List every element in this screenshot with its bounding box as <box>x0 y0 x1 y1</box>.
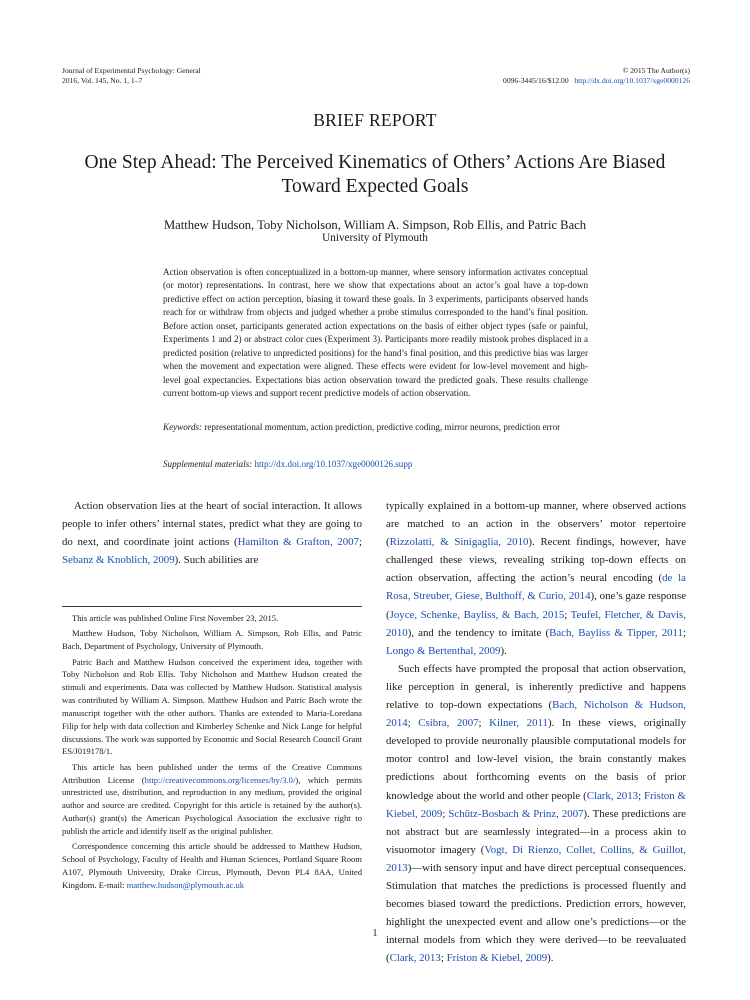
title-line-1: One Step Ahead: The Perceived Kinematics of Others’ Actions Are Biased <box>84 152 666 173</box>
section-label: BRIEF REPORT <box>313 110 437 130</box>
citation-link[interactable]: Friston & Kiebel, 2009 <box>386 789 686 820</box>
citation-link[interactable]: Sebanz & Knoblich, 2009 <box>62 554 175 567</box>
body-text: ; <box>407 717 419 730</box>
body-column-left <box>62 497 362 569</box>
affiliation: University of Plymouth <box>322 232 428 244</box>
body-text: typically explained in a bottom-up manner, where observed actions are matched to an action in the observers’ motor repertoire ( <box>386 500 686 549</box>
body-text: ), and the tendency to imitate ( <box>407 626 550 639</box>
abstract: Action observation is often conceptualized in a bottom-up manner, where sensory information activates conceptual (or motor) representations. In contrast, here we show that expectations about an actor’s goal have a top-down predictive effect on action perception, biasing it toward these goals. In 3 experiments, participants observed hands reach for or withdraw from objects and judged whether a probe stimulus corresponded to the hand’s final position. Before action onset, participants generated action expectations on the basis of either object types (safe or painful, Experiments 1 and 2) or abstract color cues (Experiment 3). Participants more readily mistook probes displaced in a predicted position (relative to unpredicted positions) for the hand’s final position, and this predictive bias was larger when the movement and expectation were aligned. These effects were evident for low-level movement and high-level goal expectancies. Expectations bias action observation toward the predicted goals. These results challenge current bottom-up views and support recent predictive models of action observation. <box>163 267 588 399</box>
footnote-text: Correspondence concerning this article should be addressed to Matthew Hudson, School of Psychology, Faculty of Health and Human Sciences, Portland Square Room A107, Plymouth University, Drake Circus, Plymouth, Devon PL4 8AA, United Kingdom. E-mail: <box>62 841 362 890</box>
email-link[interactable]: matthew.hudson@plymouth.ac.uk <box>126 879 245 890</box>
body-text: ). <box>500 644 507 657</box>
copyright-header <box>503 66 690 85</box>
doi-link[interactable]: http://dx.doi.org/10.1037/xge0000126 <box>574 75 690 85</box>
footnote-affiliation: Matthew Hudson, Toby Nicholson, William A. Simpson, Rob Ellis, and Patric Bach, Department of Psychology, University of Plymouth. <box>62 628 362 652</box>
citation-link[interactable]: de la Rosa, Streuber, Giese, Bulthoff, & Curio, 2014 <box>386 572 686 603</box>
footnote-correspondence <box>62 840 362 891</box>
copyright: © 2015 The Author(s) <box>622 66 690 75</box>
footnote-divider <box>62 606 362 607</box>
body-text: ; <box>478 717 490 730</box>
citation-link[interactable]: Clark, 2013 <box>389 952 441 965</box>
citation-link[interactable]: Bach, Bayliss & Tipper, 2011 <box>549 626 683 639</box>
body-column-right <box>386 497 686 967</box>
journal-header <box>62 66 201 85</box>
footnote-text: This article has been published under the terms of the Creative Commons Attribution License ( <box>62 761 362 785</box>
body-paragraph <box>62 497 362 569</box>
body-text: Action observation lies at the heart of social interaction. It allows people to infer others’ internal states, predict what they are going to do next, and coordinate joint actions ( <box>62 500 362 549</box>
body-text: ; <box>442 807 449 820</box>
body-text: ; <box>682 626 686 639</box>
keywords-label: Keywords: <box>163 422 203 432</box>
footnotes <box>62 612 362 894</box>
keywords <box>163 421 588 434</box>
body-text: ; <box>358 536 362 549</box>
supplemental-label: Supplemental materials: <box>163 459 253 469</box>
citation-link[interactable]: Longo & Bertenthal, 2009 <box>386 644 501 657</box>
license-link[interactable]: http://creativecommons.org/licenses/by/3.0/ <box>144 774 296 785</box>
citation-link[interactable]: Csibra, 2007 <box>418 717 479 730</box>
footnote-license <box>62 761 362 838</box>
body-paragraph <box>386 660 686 968</box>
footnote-published: This article was published Online First November 23, 2015. <box>72 613 279 623</box>
body-paragraph <box>386 497 686 660</box>
body-text: Such effects have prompted the proposal that action observation, like perception in general, is inherently predictive and happens relative to top-down expectations ( <box>386 662 686 712</box>
body-text: ). Recent findings, however, have challenged these views, revealing striking top-down effects on action observation, affecting the action’s neural encoding ( <box>386 536 687 585</box>
issn-doi <box>503 76 690 86</box>
body-text: ). In these views, originally developed to provide neuronally plausible computational models for motor control and low-level vision, the brain constantly makes predictions about forthcoming events on the basis of prior knowledge about the world and other people ( <box>386 717 686 802</box>
citation-link[interactable]: Bach, Nicholson & Hudson, 2014 <box>386 699 686 730</box>
body-text: ; <box>440 952 447 965</box>
issn: 0096-3445/16/$12.00 <box>503 75 569 85</box>
citation-link[interactable]: Friston & Kiebel, 2009 <box>446 952 548 965</box>
citation-link[interactable]: Teufel, Fletcher, & Davis, 2010 <box>386 608 686 639</box>
body-text: ). Such abilities are <box>174 554 259 567</box>
citation-link[interactable]: Clark, 2013 <box>586 789 639 802</box>
body-text: ; <box>564 608 571 621</box>
citation-link[interactable]: Joyce, Schenke, Bayliss, & Bach, 2015 <box>389 608 565 621</box>
author-list: Matthew Hudson, Toby Nicholson, William A. Simpson, Rob Ellis, and Patric Bach <box>163 218 587 232</box>
article-title <box>50 151 700 199</box>
citation-link[interactable]: Hamilton & Grafton, 2007 <box>237 536 359 549</box>
supplemental-link[interactable]: http://dx.doi.org/10.1037/xge0000126.supp <box>254 459 413 469</box>
citation-link[interactable]: Vogt, Di Rienzo, Collet, Collins, & Guillot, 2013 <box>386 843 687 874</box>
title-line-2: Toward Expected Goals <box>281 176 469 197</box>
citation-link[interactable]: Schütz-Bosbach & Prinz, 2007 <box>448 807 584 820</box>
journal-name: Journal of Experimental Psychology: General <box>62 66 201 75</box>
keywords-text: representational momentum, action prediction, predictive coding, mirror neurons, prediction error <box>204 422 561 432</box>
body-text: ). <box>547 952 554 965</box>
supplemental-materials <box>163 458 588 471</box>
journal-volume: 2016, Vol. 145, No. 1, 1–7 <box>62 75 143 85</box>
footnote-contributions: Patric Bach and Matthew Hudson conceived the experiment idea, together with Toby Nicholson and Rob Ellis. Toby Nicholson and Matthew Hudson created the stimuli and experiments. Data was collected by Matthew Hudson. Statistical analysis was contributed by William A. Simpson. Matthew Hudson and Patric Bach wrote the manuscript together with the other authors. Thanks are extended to Maria-Loredana Filip for help with data collection and Kimberley Schenke and Nick Lange for helpful discussions. The work was supported by Economic and Social Research Council Grant ES/J019178/1. <box>62 656 362 757</box>
citation-link[interactable]: Rizzolatti, & Sinigaglia, 2010 <box>389 536 529 549</box>
body-text: ), one’s gaze response ( <box>386 590 687 621</box>
body-text: ; <box>638 789 644 802</box>
body-text: )—with sensory input and have direct perceptual consequences. Stimulation that matches the predictions is processed fluently and becomes biased toward the predictions. Prediction errors, however, highlight the unexpected event and allow one’s predictions—or the internal models from which they were derived—to be reevaluated ( <box>386 861 686 965</box>
citation-link[interactable]: Kilner, 2011 <box>489 717 548 730</box>
footnote-text: ), which permits unrestricted use, distribution, and reproduction in any medium, provided the original author and source are credited. Copyright for this article is retained by the author(s). Author(s) grant(s) the American Psychological Association the exclusive right to publish the article and identify itself as the original publisher. <box>62 774 363 836</box>
body-text: ). These predictions are not abstract but are seamlessly integrated—in a process akin to visuomotor imagery ( <box>386 807 686 856</box>
page-number: 1 <box>372 928 378 939</box>
